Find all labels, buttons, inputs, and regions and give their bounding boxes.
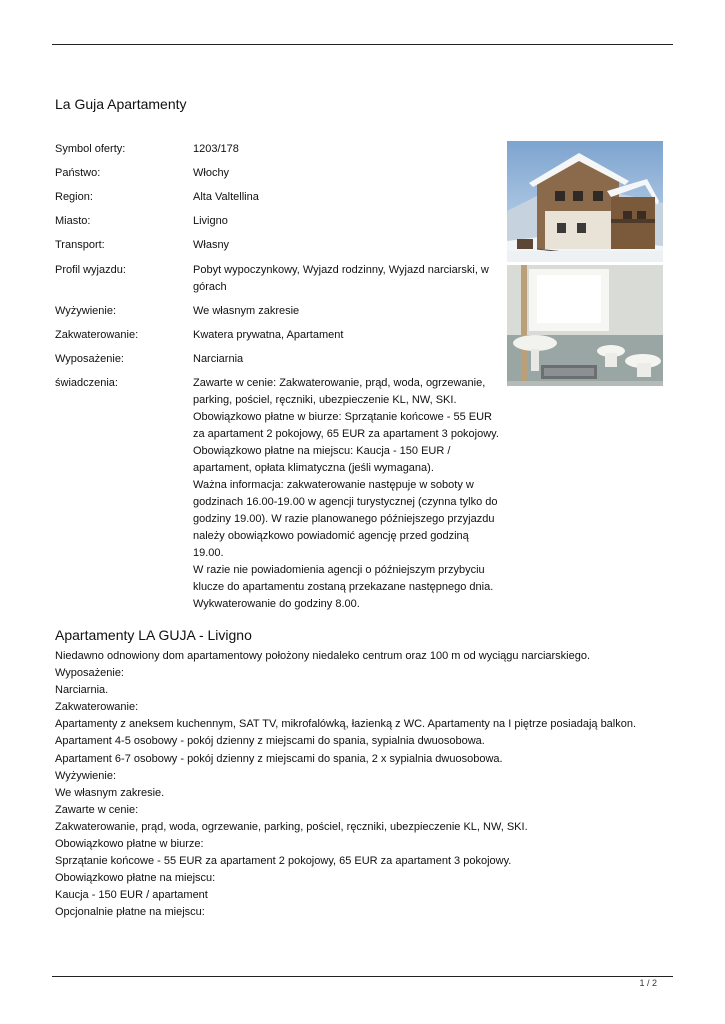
body-line: Apartament 6-7 osobowy - pokój dzienny z miejscami do spania, 2 x sypialnia dwuosobowa. xyxy=(55,752,503,765)
body-line: Niedawno odnowiony dom apartamentowy położony niedaleko centrum oraz 100 m od wyciągu narciarskiego. xyxy=(55,650,591,662)
detail-label-country: Państwo: xyxy=(55,167,101,179)
page-number: 1 / 2 xyxy=(639,978,657,988)
body-line: Apartament 4-5 osobowy - pokój dzienny z miejscami do spania, sypialnia dwuosobowa. xyxy=(55,735,485,748)
detail-label-city: Miasto: xyxy=(55,215,91,227)
detail-label-region: Region: xyxy=(55,191,93,203)
body-line: Kaucja - 150 EUR / apartament xyxy=(55,889,208,902)
detail-label-symbol: Symbol oferty: xyxy=(55,143,126,155)
detail-value-line: Obowiązkowo płatne w biurze: Sprzątanie końcowe - 55 EUR xyxy=(193,411,492,423)
section-title: Apartamenty LA GUJA - Livigno xyxy=(55,627,252,643)
detail-value-equipment: Narciarnia xyxy=(193,353,244,365)
detail-value-line: godzinach 16.00-19.00 w agencji turystycznej (czynna tylko do xyxy=(193,496,498,508)
detail-value-line: Obowiązkowo płatne na miejscu: Kaucja - 150 EUR / xyxy=(193,445,451,457)
detail-value-country: Włochy xyxy=(193,167,230,179)
body-line: Zakwaterowanie, prąd, woda, ogrzewanie, parking, pościel, ręczniki, ubezpieczenie KL, NW, SKI. xyxy=(55,820,528,833)
page-title: La Guja Apartamenty xyxy=(55,96,187,112)
detail-value-city: Livigno xyxy=(193,215,228,227)
detail-label-services: świadczenia: xyxy=(55,377,118,389)
detail-value-line: klucze do apartamentu zostaną przekazane następnego dnia. xyxy=(193,581,494,593)
header-rule xyxy=(52,44,673,45)
body-line: Narciarnia. xyxy=(55,684,109,697)
detail-value-line: Zawarte w cenie: Zakwaterowanie, prąd, woda, ogrzewanie, xyxy=(193,377,486,389)
detail-label-equipment: Wyposażenie: xyxy=(55,353,124,365)
detail-value-profile xyxy=(193,262,505,296)
body-line: Obowiązkowo płatne w biurze: xyxy=(55,838,204,851)
detail-value-line: górach xyxy=(193,281,227,293)
detail-value-region: Alta Valtellina xyxy=(193,191,259,203)
detail-value-services xyxy=(193,375,505,613)
detail-label-board: Wyżywienie: xyxy=(55,305,117,317)
detail-value-line: należy obowiązkowo powiadomić agencję przed godziną xyxy=(193,530,469,542)
body-line: Opcjonalnie płatne na miejscu: xyxy=(55,906,205,919)
body-line: Zakwaterowanie: xyxy=(55,701,139,714)
detail-value-line: Ważna informacja: zakwaterowanie następuje w soboty w xyxy=(193,479,474,491)
bathroom-interior-photo xyxy=(507,265,663,386)
detail-label-transport: Transport: xyxy=(55,239,105,251)
detail-value-line: godziny 19.00). W razie planowanego późniejszego przyjazdu xyxy=(193,513,495,525)
detail-value-transport: Własny xyxy=(193,239,230,251)
chalet-exterior-photo xyxy=(507,141,663,262)
detail-value-line: 19.00. xyxy=(193,547,224,559)
description-body xyxy=(55,648,675,922)
detail-value-symbol: 1203/178 xyxy=(193,143,239,155)
detail-value-line: za apartament 2 pokojowy, 65 EUR za apartament 3 pokojowy. xyxy=(193,428,499,440)
body-line: We własnym zakresie. xyxy=(55,786,165,799)
body-line: Sprzątanie końcowe - 55 EUR za apartament 2 pokojowy, 65 EUR za apartament 3 pokojowy. xyxy=(55,855,512,868)
detail-value-line: W razie nie powiadomienia agencji o późniejszym przybyciu xyxy=(193,564,485,576)
detail-label-profile: Profil wyjazdu: xyxy=(55,264,126,276)
detail-value-line: Pobyt wypoczynkowy, Wyjazd rodzinny, Wyjazd narciarski, w xyxy=(193,264,489,276)
footer-rule xyxy=(52,976,673,977)
detail-value-accommodation: Kwatera prywatna, Apartament xyxy=(193,329,344,341)
detail-value-line: apartament, opłata klimatyczna (jeśli wymagana). xyxy=(193,462,434,474)
detail-value-line: Wykwaterowanie do godziny 8.00. xyxy=(193,598,360,610)
detail-label-accommodation: Zakwaterowanie: xyxy=(55,329,139,341)
body-line: Obowiązkowo płatne na miejscu: xyxy=(55,872,216,885)
body-line: Wyposażenie: xyxy=(55,667,124,680)
body-line: Apartamenty z aneksem kuchennym, SAT TV, mikrofalówką, łazienką z WC. Apartamenty na I piętrze posiadają balkon. xyxy=(55,718,637,731)
body-line: Zawarte w cenie: xyxy=(55,803,139,816)
body-line: Wyżywienie: xyxy=(55,769,117,782)
detail-value-line: parking, pościel, ręczniki, ubezpieczenie KL, NW, SKI. xyxy=(193,394,457,406)
detail-value-board: We własnym zakresie xyxy=(193,305,300,317)
